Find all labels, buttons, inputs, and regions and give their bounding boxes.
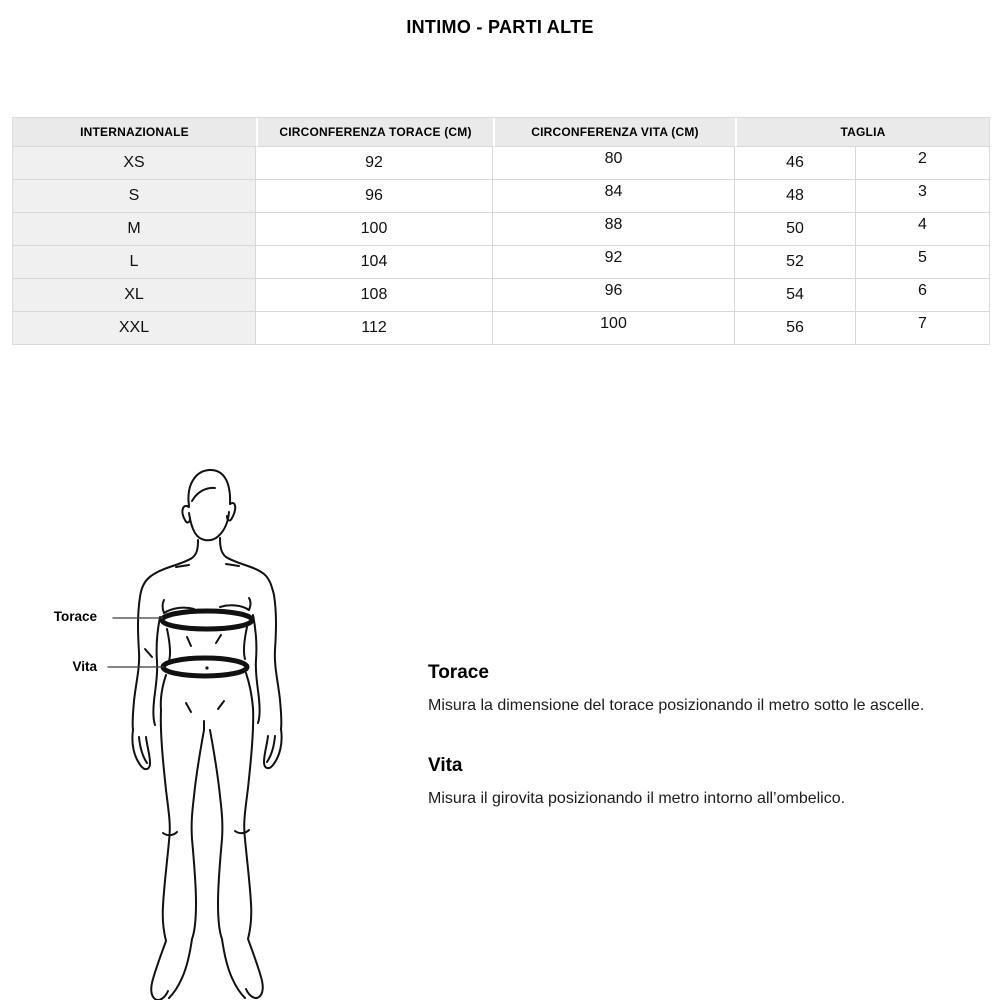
callout-lines [108,618,164,667]
cell-size: L [13,246,256,279]
header-internazionale: INTERNAZIONALE [13,118,256,147]
instruction-text-torace: Misura la dimensione del torace posizionando il metro sotto le ascelle. [428,697,925,714]
cell-torace: 104 [256,246,493,279]
cell-vita: 84 [493,180,735,213]
cell-taglia: 48 [735,180,856,213]
measurement-bands [162,611,252,676]
cell-taglia: 56 [735,312,856,345]
cell-torace: 100 [256,213,493,246]
cell-taglia: 54 [735,279,856,312]
cell-size: XXL [13,312,256,345]
measurement-instructions [428,662,980,848]
cell-size: XS [13,147,256,180]
cell-taglia2: 4 [856,213,989,246]
cell-taglia: 46 [735,147,856,180]
figure-label-torace: Torace [53,609,97,624]
header-circonferenza-vita: CIRCONFERENZA VITA (CM) [493,118,735,147]
cell-torace: 96 [256,180,493,213]
cell-vita: 80 [493,147,735,180]
cell-vita: 92 [493,246,735,279]
cell-size: S [13,180,256,213]
hair-line [192,488,215,501]
cell-vita: 100 [493,312,735,345]
chest-band [162,611,252,629]
figure-label-vita: Vita [72,659,97,674]
navel-dot [205,666,208,669]
cell-vita: 96 [493,279,735,312]
cell-vita: 88 [493,213,735,246]
instruction-heading-torace: Torace [428,662,489,683]
cell-taglia: 52 [735,246,856,279]
body-outline [132,470,281,1000]
cell-size: XL [13,279,256,312]
cell-size: M [13,213,256,246]
header-circonferenza-torace: CIRCONFERENZA TORACE (CM) [256,118,493,147]
header-taglia: TAGLIA [735,118,989,147]
cell-taglia2: 5 [856,246,989,279]
cell-taglia2: 2 [856,147,989,180]
cell-torace: 108 [256,279,493,312]
cell-taglia2: 7 [856,312,989,345]
instruction-text-vita: Misura il girovita posizionando il metro intorno all’ombelico. [428,790,846,807]
instruction-heading-vita: Vita [428,755,463,776]
cell-torace: 92 [256,147,493,180]
cell-torace: 112 [256,312,493,345]
cell-taglia2: 6 [856,279,989,312]
page-title: INTIMO - PARTI ALTE [406,17,594,37]
cell-taglia: 50 [735,213,856,246]
cell-taglia2: 3 [856,180,989,213]
waist-band [163,658,247,676]
